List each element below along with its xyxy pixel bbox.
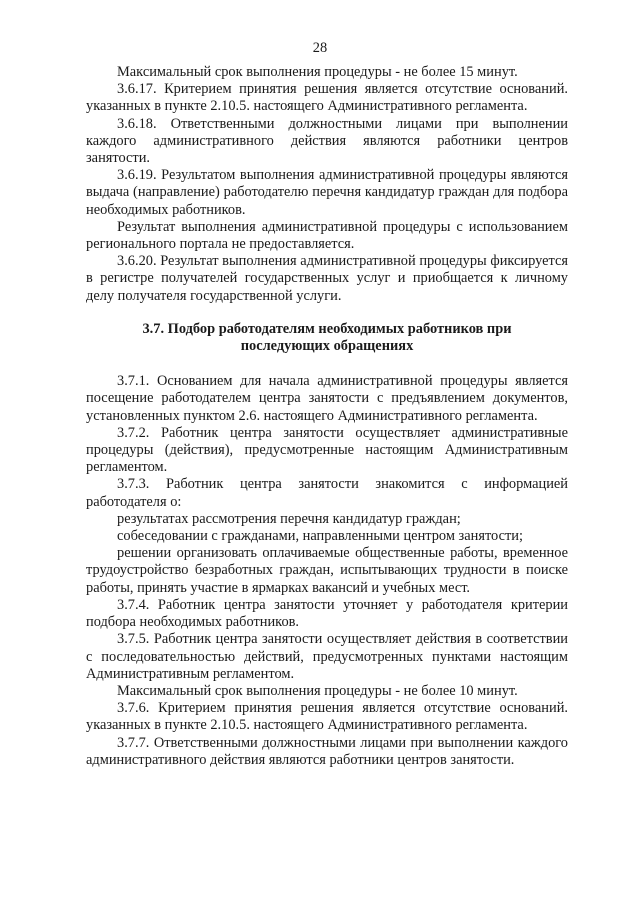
paragraph-max-time-15: Максимальный срок выполнения процедуры - не более 15 минут. — [117, 64, 518, 80]
paragraph-3-7-7: 3.7.7. Ответственными должностными лицами при выполнении каждого административного действия являются работники центров занятости. — [86, 734, 568, 768]
document-body — [86, 64, 568, 769]
paragraph-3-6-20: 3.6.20. Результат выполнения административной процедуры фиксируется в регистре получателей государственных услуг и приобщается к личному делу получателя государственной услуги. — [86, 253, 568, 304]
paragraph-3-7-1: 3.7.1. Основанием для начала административной процедуры является посещение работодателем центра занятости с предъявлением документов, установленных пунктом 2.6. настоящего Административного регламента. — [86, 373, 568, 424]
paragraph-3-6-19: 3.6.19. Результатом выполнения административной процедуры являются выдача (направление) работодателю перечня кандидатур граждан для подбора необходимых работников. — [86, 167, 568, 218]
paragraph-3-7-2: 3.7.2. Работник центра занятости осуществляет административные процедуры (действия), предусмотренные настоящим Административным регламентом. — [86, 424, 568, 476]
section-heading-3-7 — [86, 321, 568, 355]
paragraph-3-6-17: 3.6.17. Критерием принятия решения является отсутствие оснований. указанных в пункте 2.10.5. настоящего Административного регламента. — [86, 81, 568, 115]
paragraph-list-item-interview: собеседовании с гражданами, направленными центром занятости; — [117, 528, 523, 545]
paragraph-list-item-decision: решении организовать оплачиваемые общественные работы, временное трудоустройство безработных граждан, испытывающих трудности в поиске работы, принять участие в ярмарках вакансий и учебных мест. — [86, 545, 568, 596]
paragraph-3-7-6: 3.7.6. Критерием принятия решения является отсутствие оснований. указанных в пункте 2.10.5. настоящего Административного регламента. — [86, 700, 568, 734]
section-heading-line-1: 3.7. Подбор работодателям необходимых работников при — [142, 320, 512, 337]
paragraph-max-time-10: Максимальный срок выполнения процедуры - не более 10 минут. — [117, 682, 518, 699]
paragraph-3-6-18: 3.6.18. Ответственными должностными лицами при выполнении каждого административного действия являются работники центров занятости. — [86, 115, 568, 167]
paragraph-3-7-3: 3.7.3. Работник центра занятости знакомится с информацией работодателя о: — [86, 476, 568, 510]
page-number: 28 — [312, 40, 328, 56]
paragraph-3-7-5: 3.7.5. Работник центра занятости осуществляет действия в соответствии с последовательностью действий, предусмотренных пунктами настоящим Административным регламентом. — [86, 631, 568, 682]
section-heading-line-2: последующих обращениях — [240, 338, 414, 355]
paragraph-3-7-4: 3.7.4. Работник центра занятости уточняет у работодателя критерии подбора необходимых работников. — [86, 596, 568, 631]
paragraph-portal-result: Результат выполнения административной процедуры с использованием регионального портала не предоставляется. — [86, 218, 568, 253]
paragraph-list-item-results: результатах рассмотрения перечня кандидатур граждан; — [117, 510, 461, 527]
